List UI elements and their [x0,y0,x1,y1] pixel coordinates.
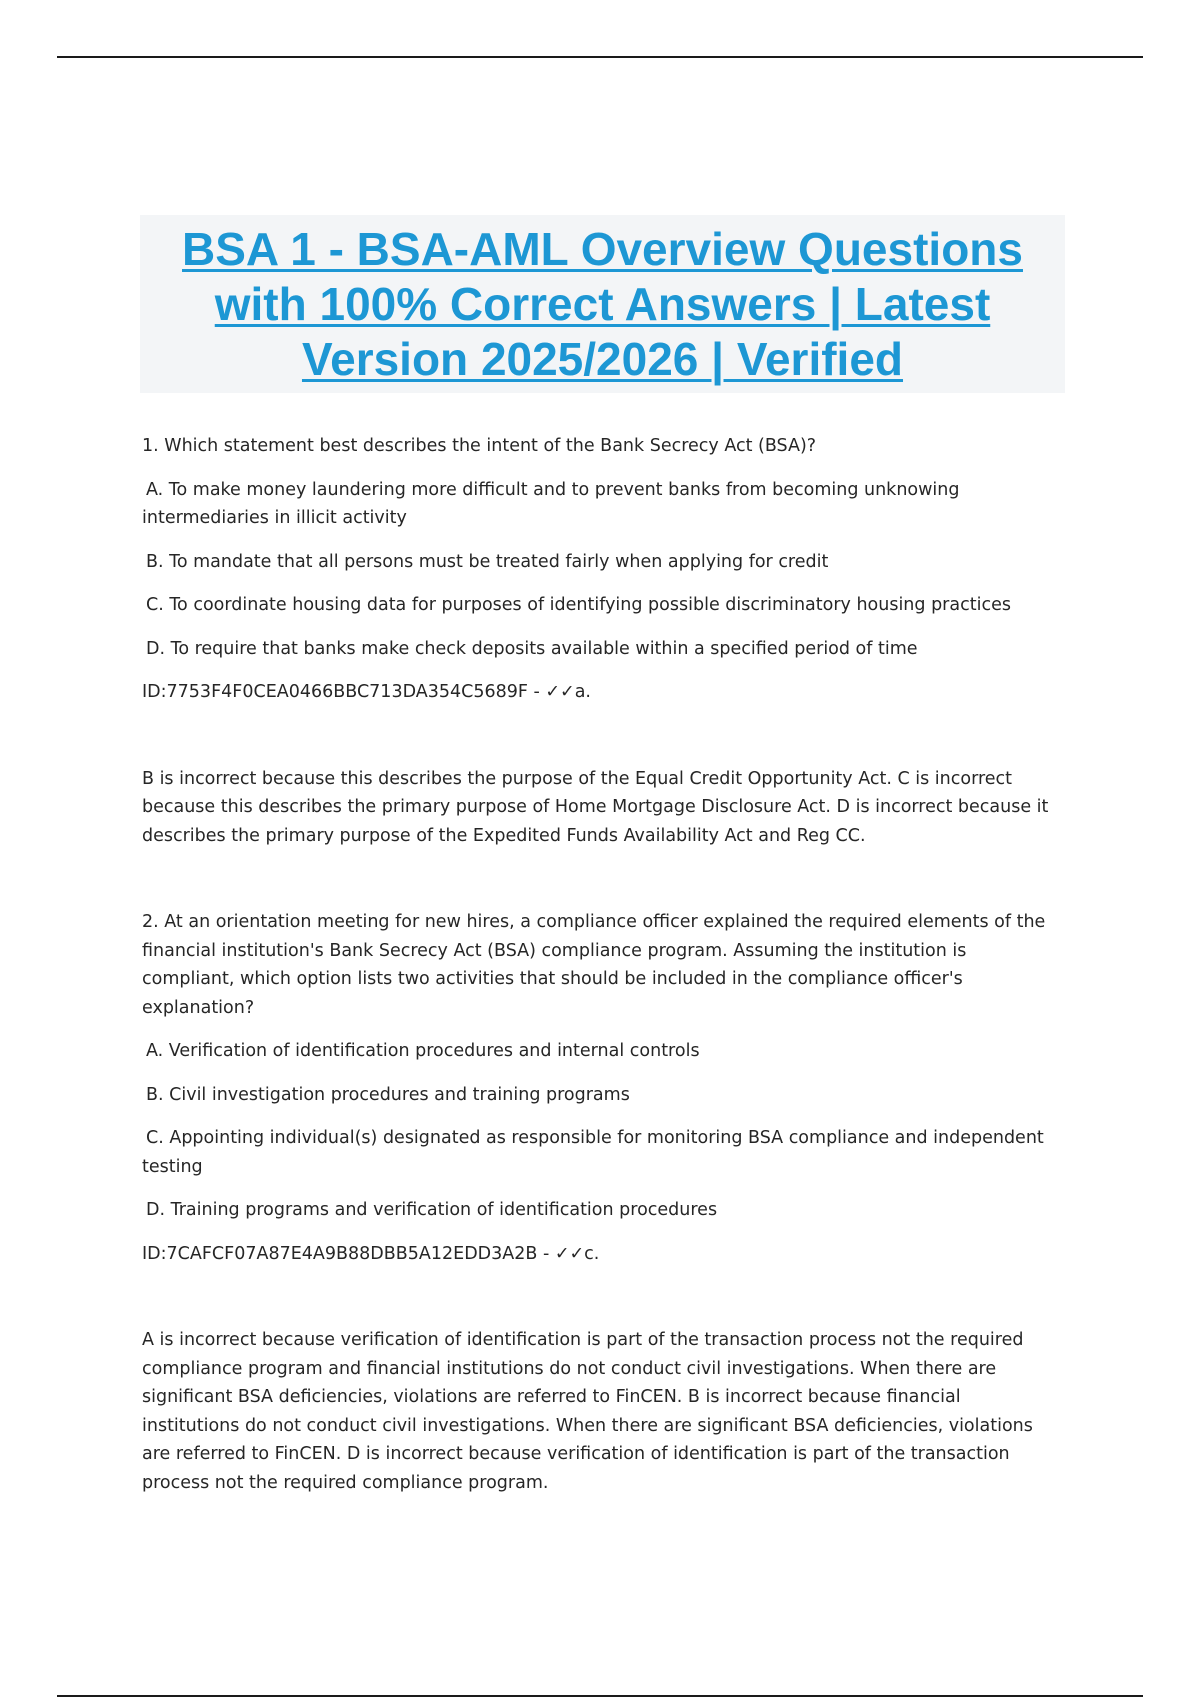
document-title[interactable]: BSA 1 - BSA-AML Overview Questions with 100% Correct Answers | Latest Version 2025/2026 | Verified [182,222,1023,385]
answer-option-c [142,1124,1062,1181]
option-text-continued: testing [142,1156,203,1177]
answer-option-a [142,1037,1062,1066]
top-divider [57,56,1143,58]
answer-option-a [142,476,1062,533]
option-text-continued: intermediaries in illicit activity [142,508,407,528]
answer-option-d [142,635,1062,664]
answer-option-b [142,1081,1062,1110]
option-text: C. To coordinate housing data for purposes of identifying possible discriminatory housing practices [146,595,1011,615]
document-body [142,432,1062,1497]
answer-explanation: A is incorrect because verification of identification is part of the transaction process not the required compliance program and financial institutions do not conduct civil investigations. When there are significant BSA deficiencies, violations are referred to FinCEN. B is incorrect because financial institutions do not conduct civil investigations. When there are significant BSA deficiencies, violations are referred to FinCEN. D is incorrect because verification of identification is part of the transaction process not the required compliance program. [142,1330,1033,1493]
bottom-divider [57,1695,1143,1697]
question-block-1 [142,432,1062,850]
answer-explanation: B is incorrect because this describes the purpose of the Equal Credit Opportunity Act. C is incorrect because this describes the primary purpose of Home Mortgage Disclosure Act. D is incorrect because it describes the primary purpose of the Expedited Funds Availability Act and Reg CC. [142,768,1049,846]
option-text: B. Civil investigation procedures and training programs [146,1084,630,1105]
question-block-2 [142,908,1062,1497]
answer-option-b [142,548,1062,577]
option-text: C. Appointing individual(s) designated as responsible for monitoring BSA compliance and independent [146,1128,1044,1148]
option-text: D. Training programs and verification of identification procedures [146,1200,718,1220]
answer-id: ID:7CAFCF07A87E4A9B88DBB5A12EDD3A2B - ✓✓c. [142,1243,600,1264]
option-text: B. To mandate that all persons must be treated fairly when applying for credit [146,551,829,572]
option-text: A. To make money laundering more difficult and to prevent banks from becoming unknowing [146,479,960,500]
answer-id: ID:7753F4F0CEA0466BBC713DA354C5689F - ✓✓a. [142,682,591,702]
option-text: D. To require that banks make check deposits available within a specified period of time [146,638,918,659]
question-text: 2. At an orientation meeting for new hires, a compliance officer explained the required elements of the financial institution's Bank Secrecy Act (BSA) compliance program. Assuming the institution is compliant, which option lists two activities that should be included in the compliance officer's explanation? [142,912,1046,1018]
title-banner [140,215,1065,393]
answer-option-d [142,1196,1062,1225]
question-text: 1. Which statement best describes the intent of the Bank Secrecy Act (BSA)? [142,436,817,456]
answer-option-c [142,591,1062,620]
option-text: A. Verification of identification procedures and internal controls [146,1041,700,1061]
